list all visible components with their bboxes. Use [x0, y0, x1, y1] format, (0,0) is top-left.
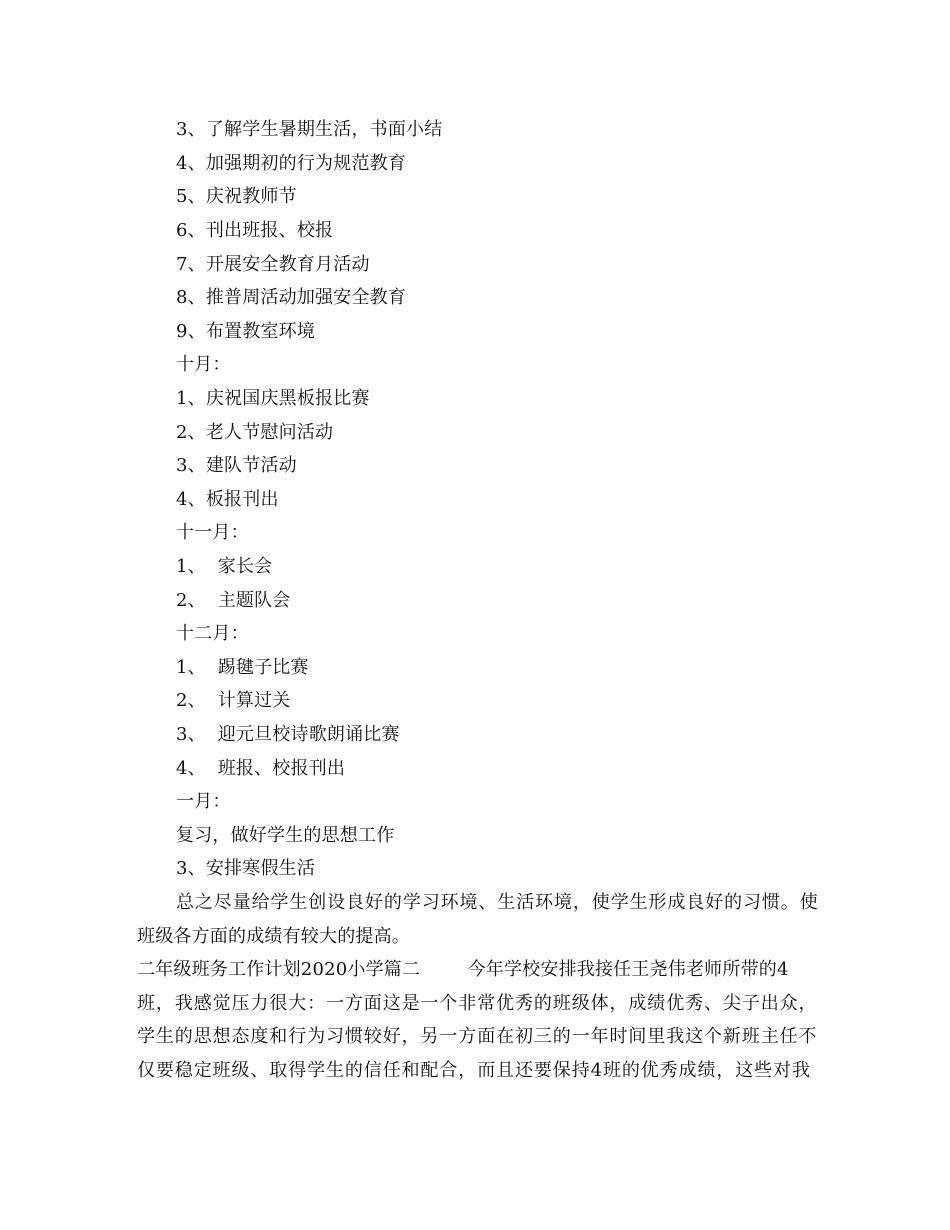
list-item: 4、板报刊出	[176, 489, 279, 510]
list-item: 5、庆祝教师节	[176, 186, 297, 207]
list-item: 1、 踢毽子比赛	[176, 657, 309, 678]
list-item: 3、 迎元旦校诗歌朗诵比赛	[176, 724, 400, 745]
list-item: 3、安排寒假生活	[176, 858, 316, 879]
list-item: 3、建队节活动	[176, 455, 297, 476]
month-heading: 一月：	[176, 791, 231, 812]
month-heading: 十二月：	[176, 623, 249, 644]
list-item: 9、布置教室环境	[176, 321, 316, 342]
paragraph-line: 班，我感觉压力很大：一方面这是一个非常优秀的班级体，成绩优秀、尖子出众，	[137, 993, 818, 1014]
list-item: 6、刊出班报、校报	[176, 220, 334, 241]
paragraph-line: 仅要稳定班级、取得学生的信任和配合，而且还要保持4班的优秀成绩，这些对我	[137, 1060, 811, 1081]
list-item: 4、 班报、校报刊出	[176, 758, 346, 779]
list-item: 2、 计算过关	[176, 690, 291, 711]
summary-line: 总之尽量给学生创设良好的学习环境、生活环境，使学生形成良好的习惯。使	[176, 892, 819, 913]
month-heading: 十一月：	[176, 522, 249, 543]
list-item: 4、加强期初的行为规范教育	[176, 153, 407, 174]
month-heading: 十月：	[176, 354, 231, 375]
paragraph-line: 学生的思想态度和行为习惯较好，另一方面在初三的一年时间里我这个新班主任不	[137, 1026, 818, 1047]
list-item: 复习，做好学生的思想工作	[176, 825, 395, 846]
list-item: 3、了解学生暑期生活，书面小结	[176, 119, 443, 140]
list-item: 7、开展安全教育月活动	[176, 254, 370, 275]
list-item: 2、 主题队会	[176, 590, 291, 611]
section-heading-line: 二年级班务工作计划2020小学篇二 今年学校安排我接任王尧伟老师所带的4	[137, 959, 789, 980]
list-item: 1、 家长会	[176, 556, 273, 577]
summary-line: 班级各方面的成绩有较大的提高。	[137, 926, 410, 947]
list-item: 1、庆祝国庆黑板报比赛	[176, 388, 370, 409]
list-item: 8、推普周活动加强安全教育	[176, 287, 407, 308]
list-item: 2、老人节慰问活动	[176, 422, 334, 443]
